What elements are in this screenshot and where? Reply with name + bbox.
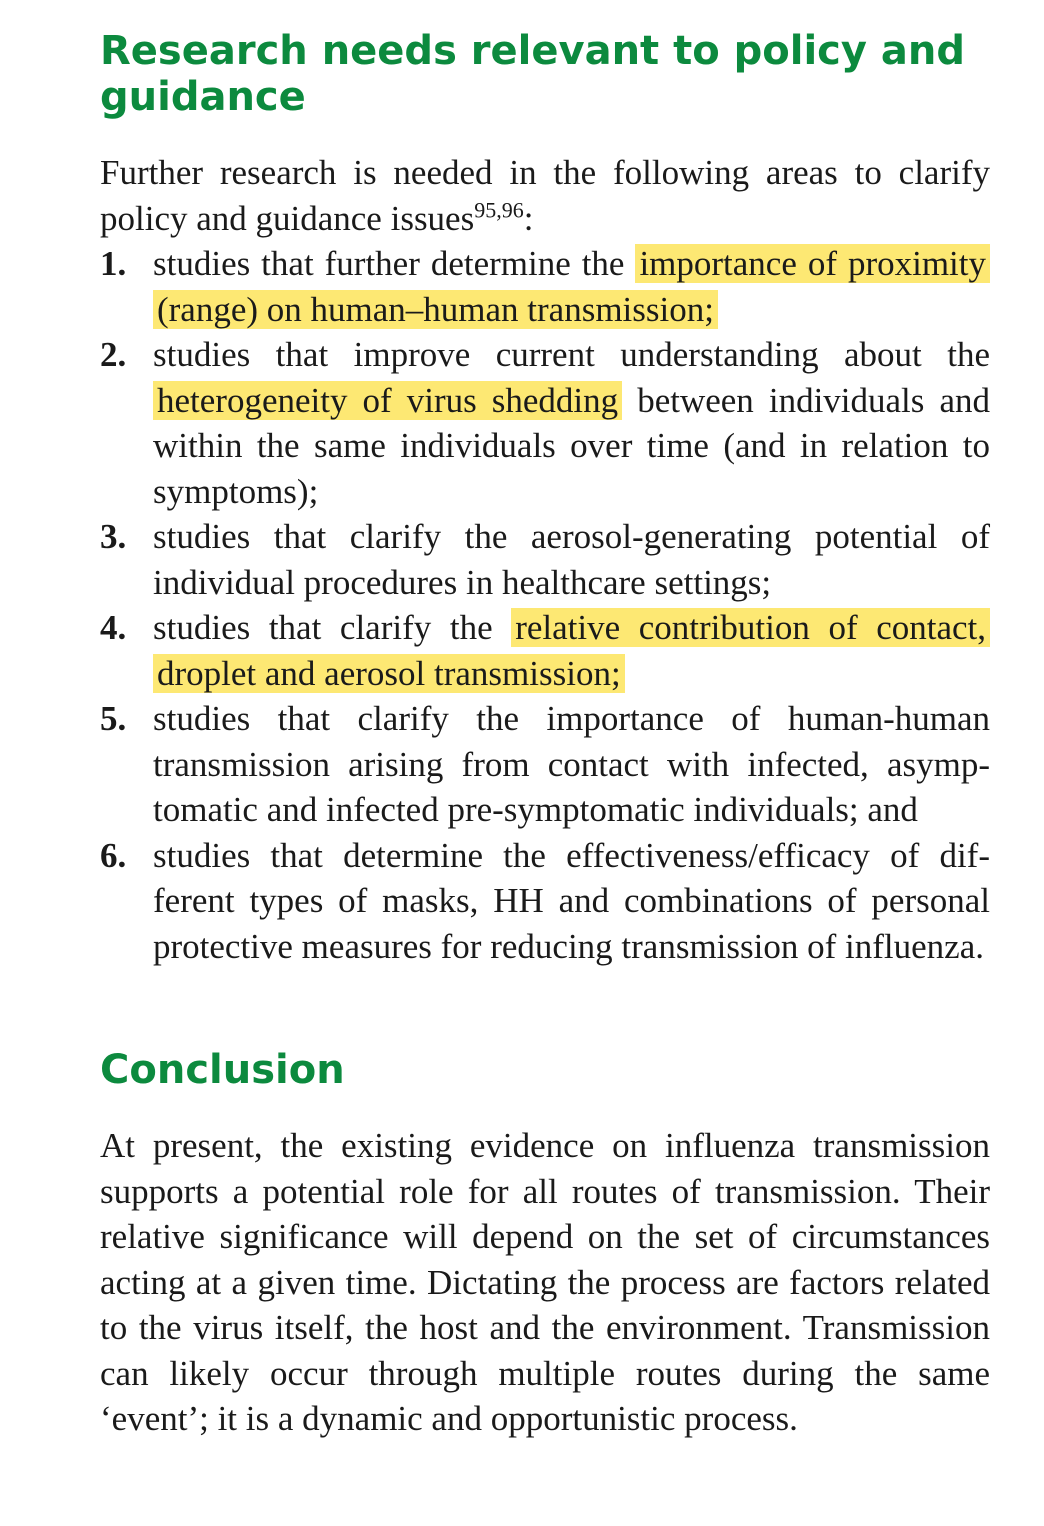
list-item [100, 833, 990, 970]
document-page [100, 28, 990, 1442]
list-text: studies that clarify the aerosol-generating potential of individual procedures in healthcare settings; [153, 517, 990, 602]
section-heading-conclusion: Conclusion [100, 1047, 345, 1093]
list-number: 5. [100, 699, 127, 738]
list-number: 2. [100, 335, 127, 374]
list-text: studies that clarify the importance of human-human transmission arising from contact with infected, asymptomatic and infected pre-symptomatic individuals; and [153, 699, 990, 829]
intro-text: Further research is needed in the following areas to clarify policy and guidance issues [100, 153, 990, 238]
list-number: 3. [100, 517, 127, 556]
list-number: 6. [100, 835, 127, 875]
list-item [100, 605, 990, 696]
list-text: studies that clarify the [153, 608, 512, 647]
list-item [100, 696, 990, 833]
conclusion-paragraph: At present, the existing evidence on influenza transmission supports a potential role for all routes of transmission. Their relative significance will depend on the set of circumstances acting at a given time. Dictating the process are factors related to the virus itself, the host and the environment. Transmission can likely occur through multiple routes during the same ‘event’; it is a dynamic and opportunistic process. [100, 1126, 990, 1438]
highlighted-text[interactable]: relative contribution of contact, droplet and aerosol transmission; [153, 608, 990, 693]
list-item [100, 514, 990, 605]
list-item [100, 241, 990, 332]
list-number: 1. [100, 244, 127, 283]
list-text: studies that determine the effectiveness/efficacy of different types of masks, HH and combinations of personal protective measures for reducing transmission of influenza. [153, 835, 990, 966]
list-text: studies that improve current understanding about the [153, 335, 990, 374]
intro-paragraph [100, 150, 990, 241]
list-text: studies that further determine the [153, 244, 636, 283]
list-number: 4. [100, 608, 127, 647]
highlighted-text[interactable]: importance of proximity (range) on human–human transmission; [153, 244, 990, 329]
list-text-after: between individuals and within the same individuals over time (and in relation to symptoms); [153, 380, 990, 511]
highlighted-text[interactable]: heterogeneity of virus shedding [153, 381, 622, 420]
list-item [100, 332, 990, 514]
citation-ref: 95,96 [474, 196, 524, 222]
section-heading-research-needs: Research needs relevant to policy and guidance [100, 28, 965, 120]
intro-colon: : [523, 198, 534, 238]
research-needs-list [100, 241, 990, 969]
